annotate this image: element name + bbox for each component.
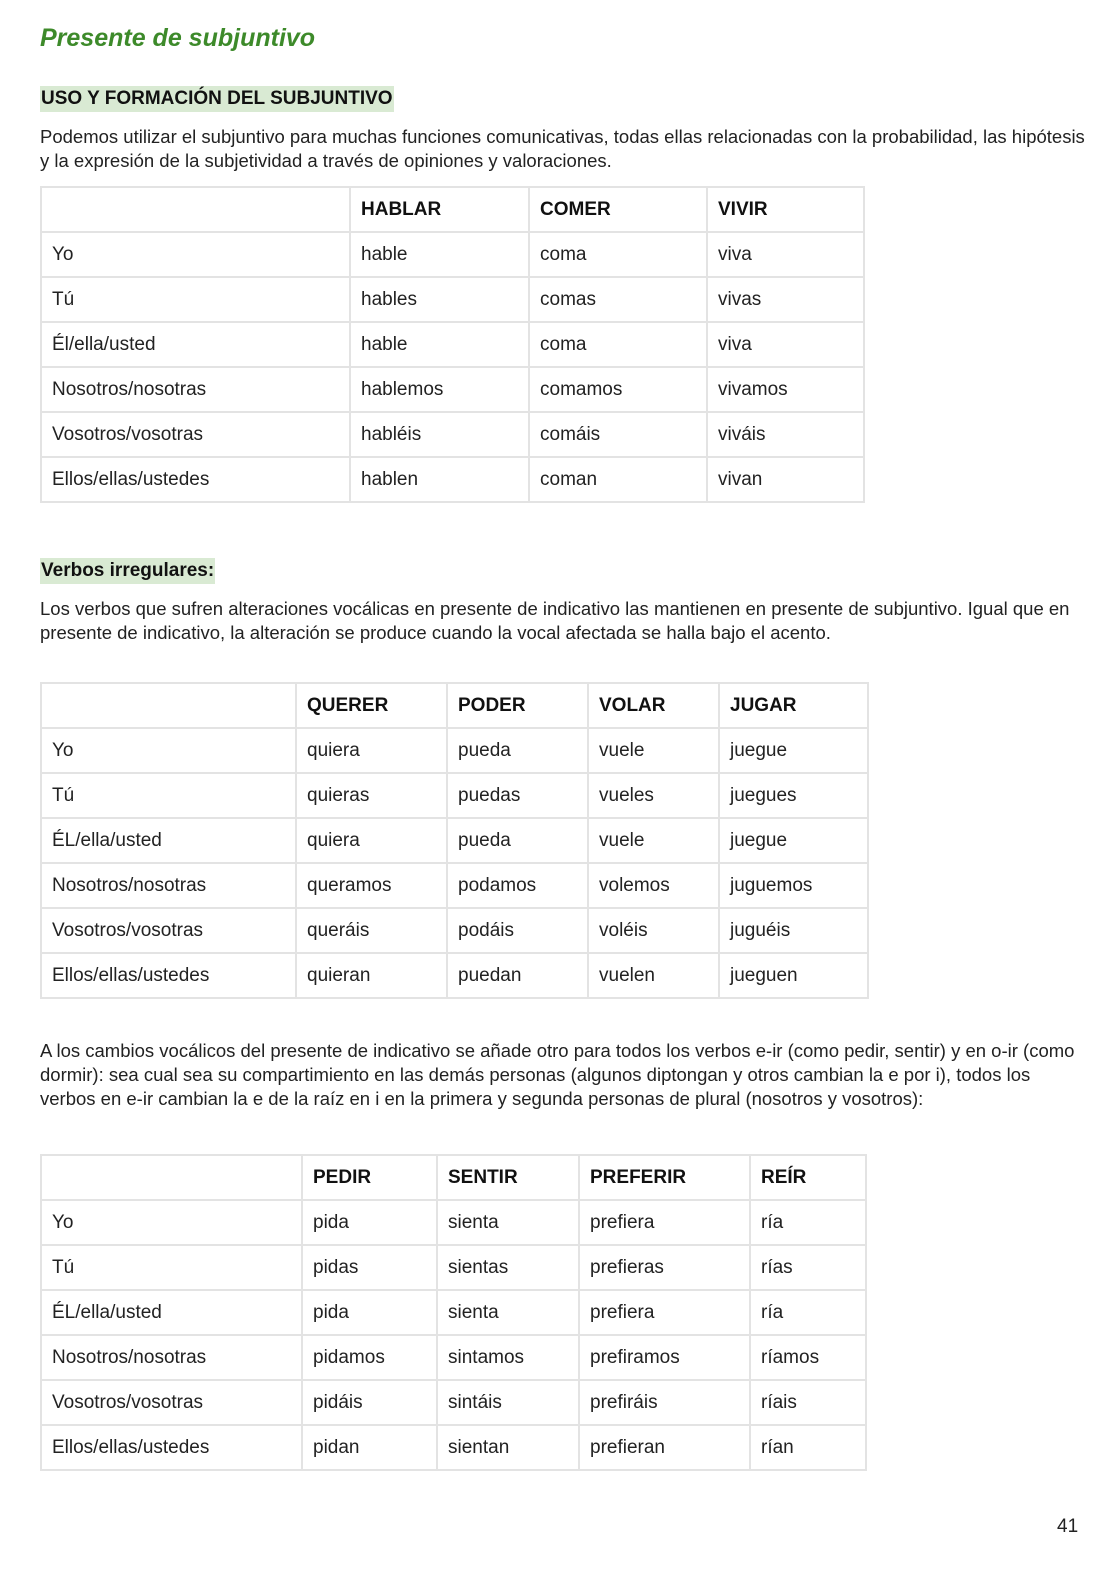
table-cell: vuelen [588,953,719,998]
table-header-row [41,1155,866,1200]
table-row [41,1425,866,1470]
table-cell: coma [529,232,707,277]
table-cell: vuele [588,728,719,773]
section-heading-irregulares: Verbos irregulares: [40,558,215,584]
table-header-cell: PEDIR [302,1155,437,1200]
regular-verbs-table [40,186,865,503]
table-cell: puedas [447,773,588,818]
table-cell: vivas [707,277,864,322]
table-cell: Tú [41,773,296,818]
table-cell: comáis [529,412,707,457]
table-cell: podáis [447,908,588,953]
table-header-row [41,683,868,728]
table-cell: quiera [296,728,447,773]
table-header-cell [41,683,296,728]
table-header-row [41,187,864,232]
table-cell: pueda [447,818,588,863]
table-cell: Ellos/ellas/ustedes [41,953,296,998]
table-cell: sintáis [437,1380,579,1425]
table-row [41,863,868,908]
table-row [41,1290,866,1335]
table-header-cell: HABLAR [350,187,529,232]
table-cell: queramos [296,863,447,908]
table-header-cell: JUGAR [719,683,868,728]
table-cell: Vosotros/vosotras [41,412,350,457]
table-row [41,232,864,277]
table-cell: quieran [296,953,447,998]
table-row [41,1335,866,1380]
table-cell: juegue [719,728,868,773]
table-header-cell: VOLAR [588,683,719,728]
table-header-cell [41,187,350,232]
irregular-paragraph: Los verbos que sufren alteraciones vocálicas en presente de indicativo las mantienen en presente de subjuntivo. Igual que en presente de indicativo, la alteración se produce cuando la vocal afectada se halla bajo el acento. [40,598,1070,643]
table-cell: ríais [750,1380,866,1425]
table-row [41,818,868,863]
table-row [41,1245,866,1290]
table-cell: rías [750,1245,866,1290]
table-cell: prefiera [579,1200,750,1245]
table-header-cell: PREFERIR [579,1155,750,1200]
e-ir-verbs-table [40,1154,867,1471]
table-header-cell: QUERER [296,683,447,728]
table-cell: pida [302,1200,437,1245]
table-cell: Nosotros/nosotras [41,1335,302,1380]
table-cell: ríamos [750,1335,866,1380]
table-cell: viva [707,322,864,367]
table-header-cell: SENTIR [437,1155,579,1200]
table-cell: habléis [350,412,529,457]
table-row [41,953,868,998]
table-cell: sienta [437,1200,579,1245]
table-cell: vivan [707,457,864,502]
table-cell: vueles [588,773,719,818]
table-cell: Tú [41,1245,302,1290]
table-cell: prefieras [579,1245,750,1290]
table-cell: coman [529,457,707,502]
table-row [41,367,864,412]
table-row [41,1200,866,1245]
table-cell: ÉL/ella/usted [41,1290,302,1335]
table-cell: ría [750,1200,866,1245]
table-cell: quiera [296,818,447,863]
table-cell: hable [350,322,529,367]
table-row [41,1380,866,1425]
table-cell: sintamos [437,1335,579,1380]
table-cell: vuele [588,818,719,863]
table-cell: Tú [41,277,350,322]
table-cell: pida [302,1290,437,1335]
table-header-cell: VIVIR [707,187,864,232]
table-cell: Ellos/ellas/ustedes [41,1425,302,1470]
table-cell: juegues [719,773,868,818]
table-cell: Yo [41,232,350,277]
irregular-verbs-table [40,682,869,999]
table-cell: quieras [296,773,447,818]
table-cell: jueguen [719,953,868,998]
table-cell: juegue [719,818,868,863]
table-cell: prefiráis [579,1380,750,1425]
table-cell: prefiramos [579,1335,750,1380]
table-cell: viva [707,232,864,277]
table-cell: coma [529,322,707,367]
table-cell: puedan [447,953,588,998]
table-row [41,728,868,773]
table-cell: comamos [529,367,707,412]
table-cell: pidas [302,1245,437,1290]
table-cell: pueda [447,728,588,773]
table-cell: viváis [707,412,864,457]
table-cell: juguemos [719,863,868,908]
table-header-cell [41,1155,302,1200]
table-cell: pidan [302,1425,437,1470]
table-cell: sientas [437,1245,579,1290]
table-row [41,277,864,322]
table-cell: hable [350,232,529,277]
table-header-cell: REÍR [750,1155,866,1200]
page-title: Presente de subjuntivo [40,24,316,52]
section-heading-uso: USO Y FORMACIÓN DEL SUBJUNTIVO [40,86,394,112]
table-cell: ÉL/ella/usted [41,818,296,863]
table-cell: Él/ella/usted [41,322,350,367]
table-cell: juguéis [719,908,868,953]
table-cell: Nosotros/nosotras [41,367,350,412]
page-number: 41 [1057,1516,1079,1537]
table-cell: volemos [588,863,719,908]
table-cell: hablen [350,457,529,502]
table-cell: Vosotros/vosotras [41,1380,302,1425]
intro-paragraph: Podemos utilizar el subjuntivo para muchas funciones comunicativas, todas ellas relacionadas con la probabilidad, las hipótesis y la expresión de la subjetividad a través de opiniones y valoraciones. [40,126,1085,171]
table-cell: Ellos/ellas/ustedes [41,457,350,502]
table-cell: comas [529,277,707,322]
table-cell: ría [750,1290,866,1335]
table-cell: Vosotros/vosotras [41,908,296,953]
table-cell: Nosotros/nosotras [41,863,296,908]
table-row [41,412,864,457]
table-header-cell: COMER [529,187,707,232]
table-cell: prefieran [579,1425,750,1470]
table-cell: voléis [588,908,719,953]
table-row [41,322,864,367]
table-cell: queráis [296,908,447,953]
table-cell: Yo [41,728,296,773]
table-cell: hables [350,277,529,322]
table-cell: sienta [437,1290,579,1335]
table-cell: Yo [41,1200,302,1245]
table-cell: pidáis [302,1380,437,1425]
table-cell: pidamos [302,1335,437,1380]
table-row [41,908,868,953]
e-ir-paragraph: A los cambios vocálicos del presente de indicativo se añade otro para todos los verbos e-ir (como pedir, sentir) y en o-ir (como dormir): sea cual sea su compartimiento en las demás personas (algunos diptongan y otros cambian la e por i), todos los verbos en e-ir cambian la e de la raíz en i en la primera y segunda personas de plural (nosotros y vosotros): [40,1040,1075,1109]
table-cell: rían [750,1425,866,1470]
table-cell: hablemos [350,367,529,412]
table-row [41,457,864,502]
table-header-cell: PODER [447,683,588,728]
table-cell: sientan [437,1425,579,1470]
table-cell: podamos [447,863,588,908]
table-cell: vivamos [707,367,864,412]
table-cell: prefiera [579,1290,750,1335]
table-row [41,773,868,818]
